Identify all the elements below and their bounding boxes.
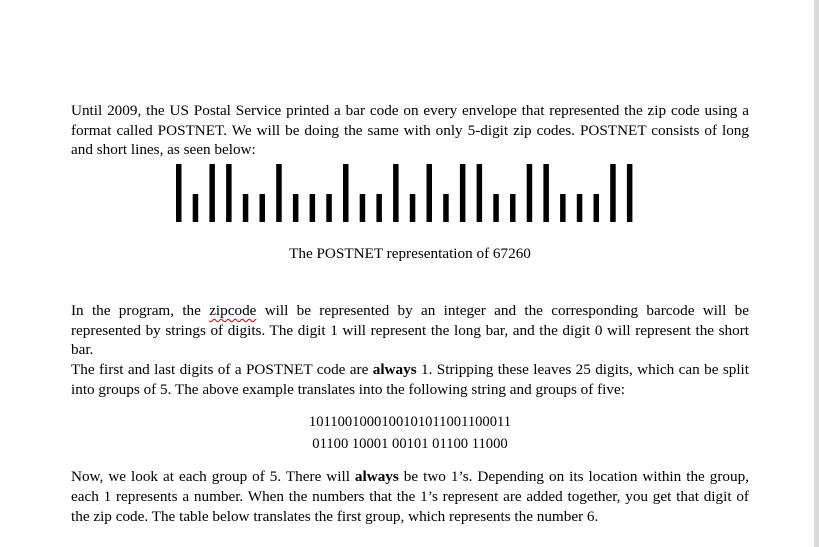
short-bar [360,194,366,222]
rules-paragraph-start: The first and last digits of a POSTNET code are [71,360,373,378]
postnet-barcode [176,164,646,224]
long-bar [610,164,616,222]
bit-strings [71,411,749,455]
short-bar [594,194,600,222]
long-bar [226,164,232,222]
bits-full-string: 1011001000100101011001100011 [308,414,512,431]
short-bar [326,194,332,222]
program-paragraph-end: will be represented by an integer and the corresponding barcode will be represented by strings of digits. The digit 1 will represent the long bar, and the digit 0 will represent the short bar. [71,301,749,359]
short-bar [260,194,266,222]
long-bar [176,164,182,222]
short-bar [243,194,249,222]
long-bar [276,164,282,222]
long-bar [527,164,533,222]
short-bar [410,194,416,222]
short-bar [293,194,299,222]
short-bar [577,194,583,222]
short-bar [510,194,516,222]
short-bar [193,194,199,222]
misspelled-word[interactable]: zipcode [209,301,257,319]
bold-always-2: always [354,468,399,486]
long-bar [393,164,399,222]
groups-paragraph [71,467,749,526]
bits-grouped-string: 01100 10001 00101 01100 11000 [312,436,508,453]
window-edge [814,0,819,547]
barcode-caption: The POSTNET representation of 67260 [289,245,531,263]
short-bar [443,194,449,222]
long-bar [343,164,349,222]
groups-paragraph-end: be two 1’s. Depending on its location within the group, each 1 represents a number. When the numbers that the 1’s represent are added together, you get that digit of the zip code. The table below translates the first group, which represents the number 6. [71,468,749,525]
document-page [71,101,749,526]
long-bar [627,164,633,222]
short-bar [560,194,566,222]
groups-paragraph-start: Now, we look at each group of 5. There will [71,468,355,486]
short-bar [310,194,316,222]
rules-paragraph [71,360,749,399]
long-bar [209,164,215,222]
intro-paragraph: Until 2009, the US Postal Service printed a bar code on every envelope that represented the zip code using a format called POSTNET. We will be doing the same with only 5-digit zip codes. POSTNET consists of long and short lines, as seen below: [71,102,749,159]
bold-always: always [372,360,417,378]
program-paragraph-start: In the program, the [71,301,210,319]
long-bar [477,164,483,222]
short-bar [493,194,499,222]
program-paragraph [71,301,749,360]
short-bar [376,194,382,222]
rules-paragraph-end: 1. Stripping these leaves 25 digits, which can be split into groups of 5. The above example translates into the following string and groups of five: [71,360,749,398]
long-bar [460,164,466,222]
barcode-figure [71,164,749,226]
long-bar [543,164,549,222]
long-bar [427,164,433,222]
